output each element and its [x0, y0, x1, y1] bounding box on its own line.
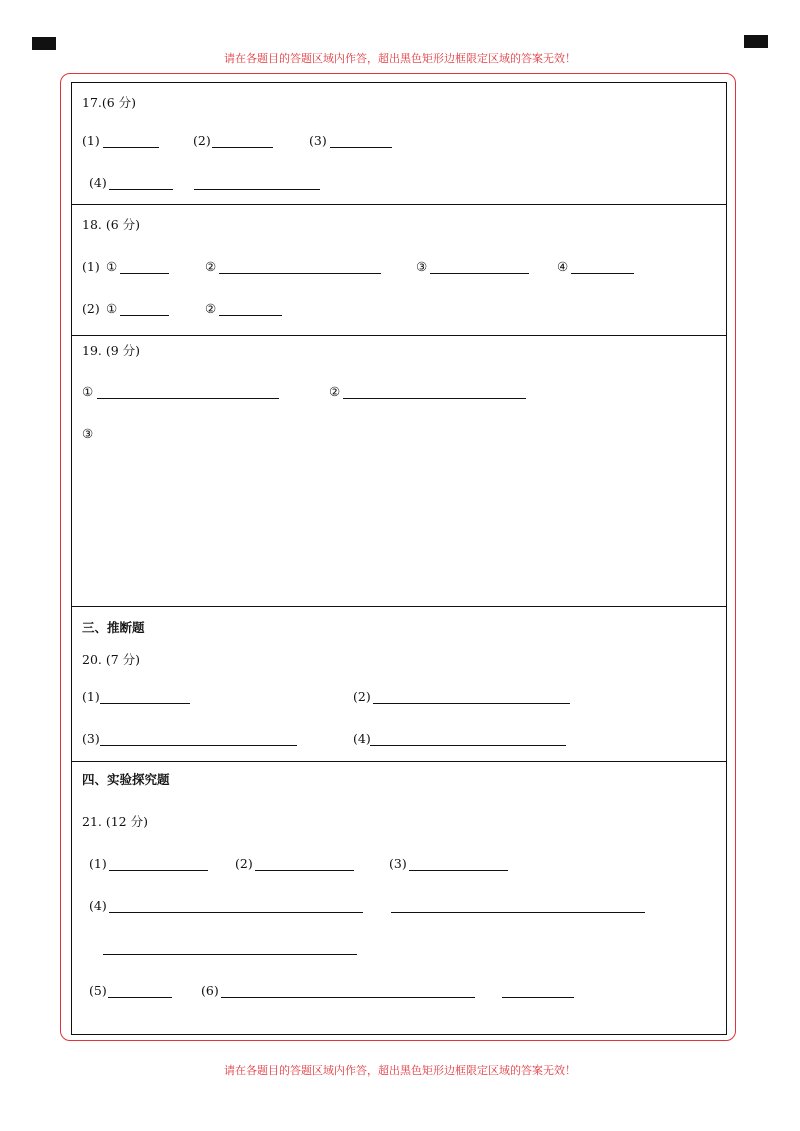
q21-part2-blank[interactable] — [255, 870, 354, 871]
q21-part3-label: (3) — [389, 856, 407, 871]
q18-p1-blank3[interactable] — [430, 273, 529, 274]
footer-notice: 请在各题目的答题区域内作答，超出黑色矩形边框限定区域的答案无效！ — [224, 1064, 576, 1077]
q21-part1-blank[interactable] — [109, 870, 208, 871]
q20-part2-label: (2) — [353, 689, 371, 704]
q17-part4-blank-a[interactable] — [109, 189, 173, 190]
q19-title: 19. (9 分) — [82, 343, 141, 358]
q17-part2-label: (2) — [193, 133, 211, 148]
q20-part1-label: (1) — [82, 689, 100, 704]
q20-part1-blank[interactable] — [100, 703, 190, 704]
q17-part1-label: (1) — [82, 133, 100, 148]
q18-p1-circle1: ① — [106, 259, 118, 274]
alignment-marker-right — [744, 35, 768, 48]
q20-part3-label: (3) — [82, 731, 100, 746]
q18-p1-blank4[interactable] — [571, 273, 634, 274]
q21-part5-blank[interactable] — [108, 997, 172, 998]
q20-part3-blank[interactable] — [100, 745, 297, 746]
q17-title: 17.(6 分) — [82, 95, 137, 110]
question-18-box — [71, 204, 727, 336]
q20-title: 20. (7 分) — [82, 652, 141, 667]
q21-part6-blank-a[interactable] — [221, 997, 475, 998]
q17-part3-label: (3) — [309, 133, 327, 148]
q18-p2-blank2[interactable] — [219, 315, 282, 316]
section-3-heading: 三、推断题 — [82, 620, 145, 635]
q20-part4-label: (4) — [353, 731, 371, 746]
q18-p1-circle4: ④ — [557, 259, 569, 274]
q21-part4-blank-c[interactable] — [103, 954, 357, 955]
q18-title: 18. (6 分) — [82, 217, 141, 232]
q20-part2-blank[interactable] — [373, 703, 570, 704]
q21-part3-blank[interactable] — [409, 870, 508, 871]
header-notice: 请在各题目的答题区域内作答，超出黑色矩形边框限定区域的答案无效！ — [224, 52, 576, 65]
q18-part2-label: (2) — [82, 301, 100, 316]
q17-part1-blank[interactable] — [103, 147, 159, 148]
q19-blank2[interactable] — [343, 398, 526, 399]
q17-part2-blank[interactable] — [212, 147, 273, 148]
question-17-box — [71, 82, 727, 205]
q21-part6-label: (6) — [201, 983, 219, 998]
q18-p1-blank2[interactable] — [219, 273, 381, 274]
section-3-box — [71, 606, 727, 762]
q21-part5-label: (5) — [89, 983, 107, 998]
q17-part4-label: (4) — [89, 175, 107, 190]
q18-p2-circle1: ① — [106, 301, 118, 316]
section-4-heading: 四、实验探究题 — [82, 772, 170, 787]
q17-part3-blank[interactable] — [330, 147, 392, 148]
q19-blank1[interactable] — [97, 398, 279, 399]
q21-part1-label: (1) — [89, 856, 107, 871]
q21-part4-blank-b[interactable] — [391, 912, 645, 913]
q20-part4-blank[interactable] — [370, 745, 566, 746]
q19-part3-answer-area[interactable] — [100, 428, 700, 588]
q17-part4-blank-b[interactable] — [194, 189, 320, 190]
q21-part6-blank-b[interactable] — [502, 997, 574, 998]
q21-part4-label: (4) — [89, 898, 107, 913]
q21-part4-blank-a[interactable] — [109, 912, 363, 913]
q18-part1-label: (1) — [82, 259, 100, 274]
q18-p1-circle2: ② — [205, 259, 217, 274]
q18-p1-blank1[interactable] — [120, 273, 169, 274]
q19-circle1: ① — [82, 384, 94, 399]
q18-p2-blank1[interactable] — [120, 315, 169, 316]
alignment-marker-left — [32, 37, 56, 50]
q21-part2-label: (2) — [235, 856, 253, 871]
q19-circle2: ② — [329, 384, 341, 399]
q19-circle3: ③ — [82, 426, 94, 441]
q21-title: 21. (12 分) — [82, 814, 148, 829]
q18-p1-circle3: ③ — [416, 259, 428, 274]
section-4-box — [71, 761, 727, 1035]
q18-p2-circle2: ② — [205, 301, 217, 316]
